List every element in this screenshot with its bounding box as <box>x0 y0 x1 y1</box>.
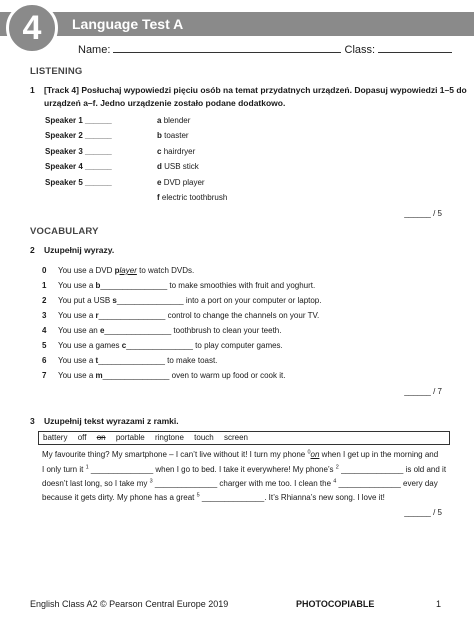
listening-heading: LISTENING <box>30 66 83 77</box>
test-title: Language Test A <box>72 16 184 32</box>
vocab-item-6[interactable]: 6 You use a t_______________ to make toast. <box>42 356 218 365</box>
vocab-item-4[interactable]: 4 You use an e_______________ toothbrush to clean your teeth. <box>42 326 282 335</box>
answer-blank: _______________ <box>104 326 172 335</box>
word-box-item: touch <box>194 433 214 442</box>
vocab-item-7[interactable]: 7 You use a m_______________ oven to warm up food or cook it. <box>42 371 286 380</box>
word-box-item: portable <box>115 433 145 442</box>
example-answer: on <box>310 450 320 459</box>
option-item: f electric toothbrush <box>157 193 228 202</box>
example-answer: layer <box>119 266 137 275</box>
task-number: 1 <box>30 85 35 95</box>
name-class-row <box>78 43 448 56</box>
class-field[interactable] <box>378 43 452 53</box>
unit-badge <box>6 2 58 54</box>
speaker-row[interactable]: Speaker 4 ______ <box>45 162 112 171</box>
task-number: 2 <box>30 245 35 255</box>
option-item: e DVD player <box>157 178 205 187</box>
unit-number: 4 <box>22 9 42 47</box>
gap-1[interactable]: ______________ <box>88 465 154 474</box>
gap-3[interactable]: ______________ <box>152 479 218 488</box>
word-box-item: screen <box>223 433 248 442</box>
speaker-row[interactable]: Speaker 2 ______ <box>45 131 112 140</box>
gap-5[interactable]: ______________ <box>199 493 265 502</box>
option-item: b toaster <box>157 131 189 140</box>
text-line-1: My favourite thing? My smartphone – I can’t live without it! I turn my phone $^0$on when I get up in the morning and <box>42 449 439 459</box>
vocab-item-0: 0 You use a DVD player to watch DVDs. <box>42 266 195 275</box>
task-2-score[interactable]: ______ / 7 <box>404 387 442 396</box>
vocab-item-2[interactable]: 2 You put a USB s_______________ into a port on your computer or laptop. <box>42 296 322 305</box>
task-3-score[interactable]: ______ / 5 <box>404 508 442 517</box>
speaker-row[interactable]: Speaker 5 ______ <box>45 178 112 187</box>
name-label: Name: <box>78 44 111 56</box>
text-line-3: doesn’t last long, so I take my $^3$ ______________ charger with me too. I clean the $^4$ ______________ every day <box>42 478 438 488</box>
text-line-4: because it gets dirty. My phone has a great $^5$ ______________. It’s Rhianna’s new song. I love it! <box>42 492 385 502</box>
task-1-score[interactable]: ______ / 5 <box>404 209 442 218</box>
option-item: c hairdryer <box>157 147 196 156</box>
instruction-line: urządzeń a–f. Jedno urządzenie zostało podane dodatkowo. <box>44 98 286 108</box>
speaker-row[interactable]: Speaker 1 ______ <box>45 116 112 125</box>
vocab-item-1[interactable]: 1 You use a b_______________ to make smoothies with fruit and yoghurt. <box>42 281 316 290</box>
answer-blank: _______________ <box>100 281 168 290</box>
class-label: Class: <box>344 44 376 56</box>
word-box-item: off <box>77 433 87 442</box>
vocab-item-3[interactable]: 3 You use a r_______________ control to change the channels on your TV. <box>42 311 320 320</box>
word-box-item-used: on <box>96 433 106 442</box>
vocabulary-heading: VOCABULARY <box>30 226 99 237</box>
instruction-line: Uzupełnij wyrazy. <box>44 245 115 255</box>
footer-photocopiable: PHOTOCOPIABLE <box>296 599 375 609</box>
instruction-line: Uzupełnij tekst wyrazami z ramki. <box>44 416 179 426</box>
task-3-instruction <box>30 415 330 429</box>
option-item: d USB stick <box>157 162 199 171</box>
word-box <box>38 431 450 445</box>
speaker-row[interactable]: Speaker 3 ______ <box>45 147 112 156</box>
page-number: 1 <box>436 599 442 609</box>
text-line-2: I only turn it $^1$ ______________ when I go to bed. I take it everywhere! My phone’s $^2$ ______________ is old and it <box>42 464 447 474</box>
option-item: a blender <box>157 116 191 125</box>
task-number: 3 <box>30 416 35 426</box>
word-box-item: ringtone <box>154 433 184 442</box>
name-field[interactable] <box>113 43 341 53</box>
answer-blank: _______________ <box>126 341 193 350</box>
answer-blank: _______________ <box>98 356 165 365</box>
answer-blank: _______________ <box>98 311 166 320</box>
answer-blank: _______________ <box>102 371 170 380</box>
task-2-instruction <box>30 244 330 258</box>
task-1-instruction <box>30 84 467 112</box>
instruction-line: [Track 4] Posłuchaj wypowiedzi pięciu osób na temat przydatnych urządzeń. Dopasuj wypowiedzi 1–5 do <box>44 85 467 95</box>
gap-4[interactable]: ______________ <box>336 479 401 488</box>
vocab-item-5[interactable]: 5 You use a games c_______________ to play computer games. <box>42 341 283 350</box>
word-box-item: battery <box>43 433 68 442</box>
footer-copyright: English Class A2 © Pearson Central Europe 2019 <box>30 599 229 609</box>
gap-2[interactable]: ______________ <box>338 465 404 474</box>
answer-blank: _______________ <box>116 296 184 305</box>
